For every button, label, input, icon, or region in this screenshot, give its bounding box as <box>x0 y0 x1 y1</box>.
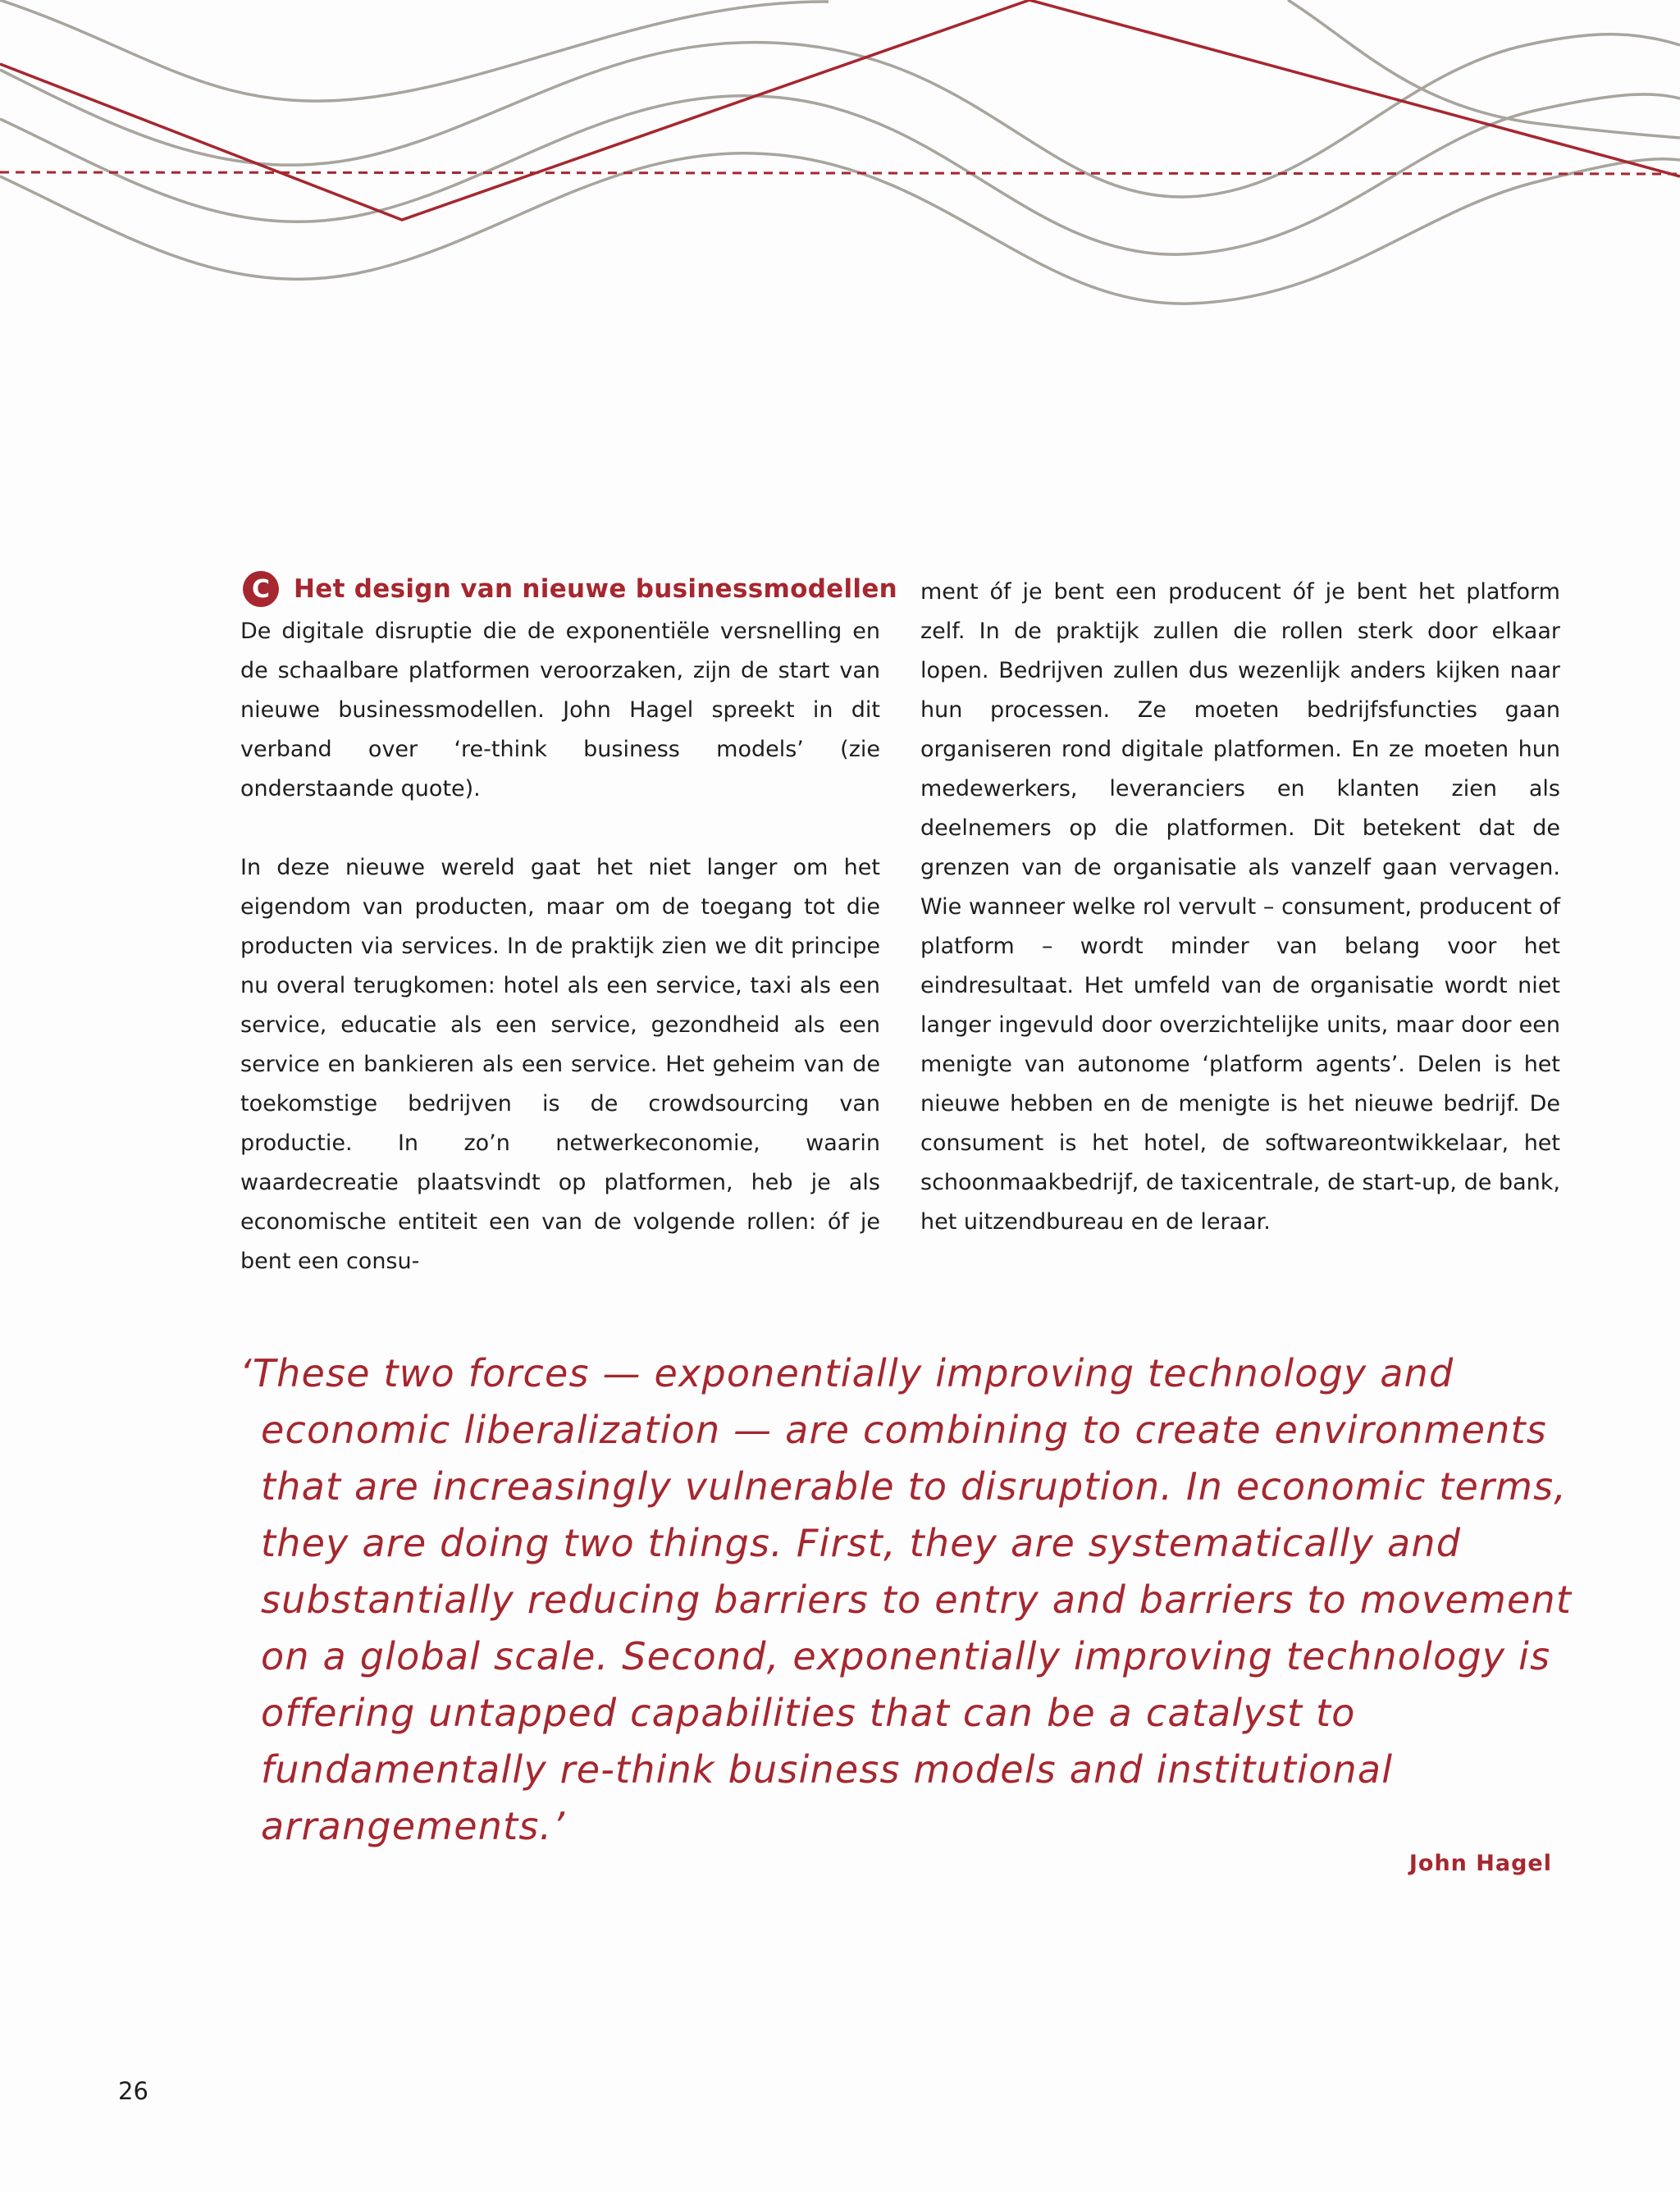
section-title: Het design van nieuwe businessmodellen <box>294 574 898 604</box>
paragraph-3: ment óf je bent een producent óf je bent het platform zelf. In de praktijk zullen die rollen sterk door elkaar lopen. Bedrijven zullen dus wezenlijk anders kijken naar hun processen. Ze moeten bedrijfsfuncties gaan organiseren rond digitale platformen. En ze moeten hun medewerkers, leveranciers en klanten zien als deelnemers op die platformen. Dit betekent dat de grenzen van de organisatie als vanzelf gaan vervagen. Wie wanneer welke rol vervult – consument, producent of platform – wordt minder van belang voor het eindresultaat. Het umfeld van de organisatie wordt niet langer ingevuld door overzichtelijke units, maar door een menigte van autonome ‘platform agents’. Delen is het nieuwe hebben en de menigte is het nieuwe bedrijf. De consument is het hotel, de softwareontwikkelaar, het schoonmaakbedrijf, de taxicentrale, de start-up, de bank, het uitzendbureau en de leraar. <box>920 579 1560 1235</box>
red-dashed-line <box>0 172 1680 174</box>
left-text-column <box>240 612 880 1281</box>
page-number: 26 <box>118 2077 148 2105</box>
quote-author: John Hagel <box>1408 1851 1552 1876</box>
paragraph-2: In deze nieuwe wereld gaat het niet langer om het eigendom van producten, maar om de toegang tot die producten via services. In de praktijk zien we dit principe nu overal terugkomen: hotel als een service, taxi als een service, educatie als een service, gezondheid als een service en bankieren als een service. Het geheim van de toekomstige bedrijven is de crowdsourcing van productie. In zo’n netwerkeconomie, waarin waardecreatie plaatsvindt op platformen, heb je als economische entiteit een van de volgende rollen: óf je bent een consu- <box>240 855 880 1274</box>
gray-wave-3 <box>0 94 1680 254</box>
paragraph-1: De digitale disruptie die de exponentiële versnelling en de schaalbare platformen veroorzaken, zijn de start van nieuwe businessmodellen. John Hagel spreekt in dit verband over ‘re-think business models’ (zie onderstaande quote). <box>240 619 880 801</box>
gray-wave-4 <box>0 153 1680 304</box>
section-letter-badge: C <box>243 571 279 607</box>
gray-wave-1 <box>0 0 829 101</box>
gray-wave-5 <box>1288 0 1680 138</box>
pull-quote: ‘These two forces — exponentially improving technology and economic liberalization — are combining to create environments that are increasingly vulnerable to disruption. In economic terms, they are doing two things. First, they are systematically and substantially reducing barriers to entry and barriers to movement on a global scale. Second, exponentially improving technology is offering untapped capabilities that can be a catalyst to fundamentally re-think business models and institutional arrangements.’ <box>240 1351 1573 1848</box>
right-text-column <box>920 573 1560 1242</box>
decorative-wave-lines <box>0 0 1680 328</box>
section-heading <box>243 571 897 607</box>
